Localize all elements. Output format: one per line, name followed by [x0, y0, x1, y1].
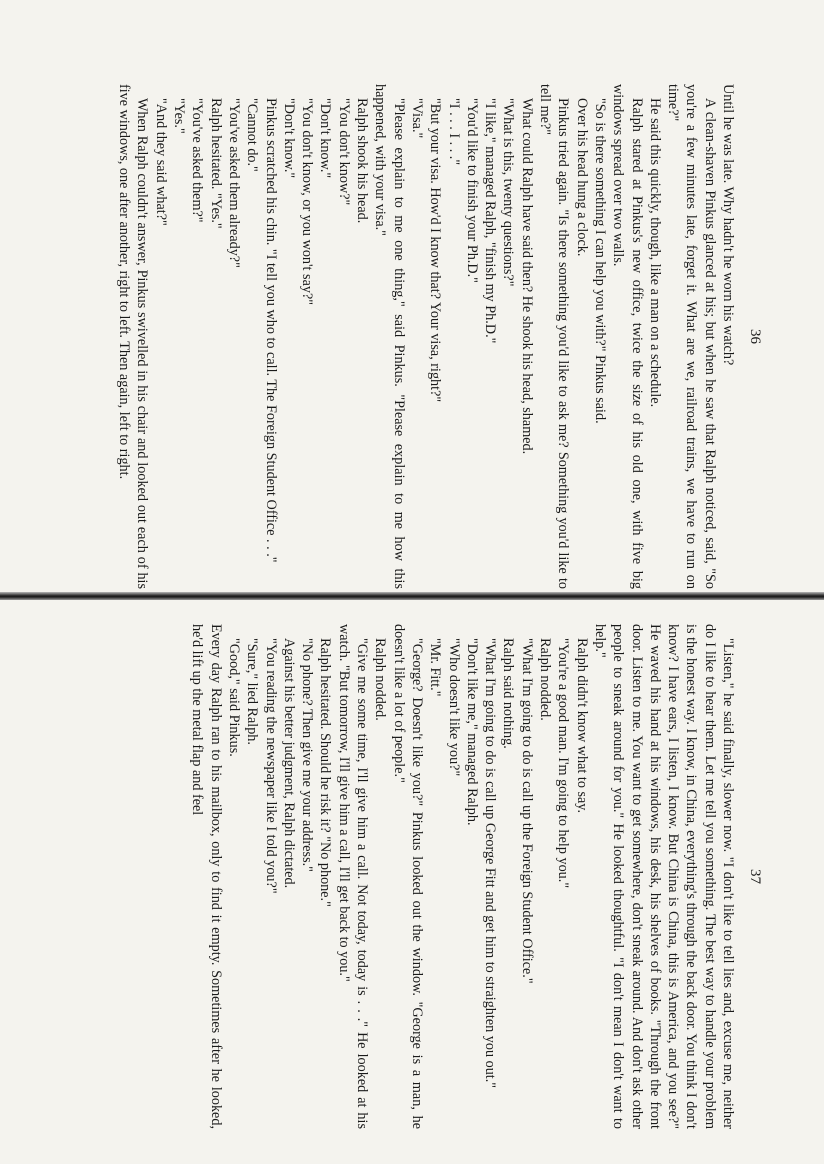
paragraph: "No phone? Then give me your address."	[299, 638, 316, 872]
paragraph: "You don't know?"	[335, 98, 352, 206]
paragraph: "Please explain to me one thing," said Pinkus. "Please explain to me how this happened, with your visa."	[372, 84, 407, 589]
paragraph: What could Ralph have said then? He shook his head, shamed.	[518, 98, 535, 455]
paragraph: "What I'm going to do is call up the Foreign Student Office."	[518, 638, 535, 984]
paragraph: "Who doesn't like you?"	[445, 638, 462, 777]
paragraph: Ralph didn't know what to say.	[573, 638, 590, 814]
paragraph: "George? Doesn't like you?" Pinkus looked out the window. "George is a man, he doesn't like a lot of people."	[390, 624, 425, 1129]
paragraph: Every day Ralph ran to his mailbox, only to find it empty. Sometimes after he looked, he'd lift up the metal flap and feel	[189, 624, 224, 1129]
paragraph: "Give me some time, I'll give him a call. Not today, today is . . ." He looked at his watch. "But tomorrow, I'll give him a call, I'll get back to you."	[335, 624, 371, 1129]
paragraph: "You've asked them already?"	[225, 98, 242, 268]
paragraph: Ralph hesitated. Should he risk it? "No phone."	[317, 638, 334, 907]
paragraph: "Yes."	[171, 98, 188, 134]
paragraph: "But your visa. How'd I know that? Your visa, right?"	[427, 98, 444, 403]
paragraph: "You've asked them?"	[189, 98, 206, 223]
paragraph: Ralph nodded.	[372, 638, 389, 721]
paragraph: "Sure," lied Ralph.	[244, 638, 261, 745]
paragraph: "You're a good man. I'm going to help you."	[555, 638, 572, 889]
paragraph: "Visa."	[408, 98, 425, 139]
paragraph: When Ralph couldn't answer, Pinkus swivelled in his chair and looked out each of his five windows, one after another, right to left. Then again, left to right.	[116, 84, 151, 589]
paragraph: Pinkus tried again. "Is there something you'd like to ask me? Something you'd like to tell me?"	[537, 84, 572, 589]
paragraph: Ralph said nothing.	[500, 638, 517, 749]
paragraph: A clean-shaven Pinkus glanced at his; but when he saw that Ralph noticed, said, "So you're a few minutes late, forget it. What are we, railroad trains, we have to run on time?"	[665, 84, 718, 589]
paragraph: "Cannot do."	[244, 98, 261, 172]
page-36	[59, 84, 763, 589]
paragraph: He said this quickly, though, like a man on a schedule.	[646, 98, 663, 408]
paragraph: "Don't like me," managed Ralph.	[463, 638, 480, 826]
paragraph: "Mr. Fitt."	[427, 638, 444, 697]
paragraph: "You reading the newspaper like I told you?"	[262, 638, 279, 894]
paragraph: Until he was late. Why hadn't he worn his watch?	[720, 84, 736, 366]
paragraph: "Don't know."	[317, 98, 334, 179]
page-37	[59, 624, 763, 1129]
paragraph: "I . . . I . . ."	[445, 98, 462, 166]
book-gutter	[0, 592, 824, 600]
paragraph: Ralph hesitated. "Yes."	[207, 98, 224, 229]
paragraph: "And they said what?"	[152, 98, 169, 226]
paragraph: "What is this, twenty questions?"	[500, 98, 517, 287]
page-body	[115, 84, 737, 589]
paragraph: Over his head hung a clock.	[573, 98, 590, 257]
paragraph: Pinkus scratched his chin. "I tell you who to call. The Foreign Student Office . . ."	[262, 98, 279, 563]
paragraph: "You don't know, or you won't say?"	[299, 98, 316, 306]
paragraph: "You'd like to finish your Ph.D."	[463, 98, 480, 283]
paragraph: Ralph stared at Pinkus's new office, twice the size of his old one, with five big windows spread over two walls.	[610, 84, 645, 589]
paragraph: "Listen," he said finally, slower now. "I don't like to tell lies and, excuse me, neither do I like to hear them. Let me tell you something. The best way to handle your problem is the honest way. I know, in China, everything's through the back door. You think I don't know? I have ears, I listen, I know. But China is China, this is America, and you see?" He waved his hand at his windows, his desk, his shelves of books. "Through the front door. Listen to me. You want to get somewhere, don't sneak around. And don't ask other people to sneak around for you." He looked thoughtful. "I don't mean I don't want to help."	[591, 624, 736, 1129]
paragraph: Ralph shook his head.	[354, 98, 371, 224]
paragraph: Against his better judgment, Ralph dictated.	[280, 638, 297, 889]
paragraph: "What I'm going to do is call up George Fitt and get him to straighten you out."	[482, 638, 499, 1089]
page-number: 37	[747, 869, 763, 884]
page-number: 36	[747, 329, 763, 344]
paragraph: "Good," said Pinkus.	[225, 638, 242, 757]
paragraph: "I like," managed Ralph, "finish my Ph.D."	[482, 98, 499, 344]
paragraph: "So is there something I can help you with?" Pinkus said.	[591, 98, 608, 424]
paragraph: Ralph nodded.	[537, 638, 554, 721]
paragraph: "Don't know."	[280, 98, 297, 179]
page-body	[188, 624, 737, 1129]
